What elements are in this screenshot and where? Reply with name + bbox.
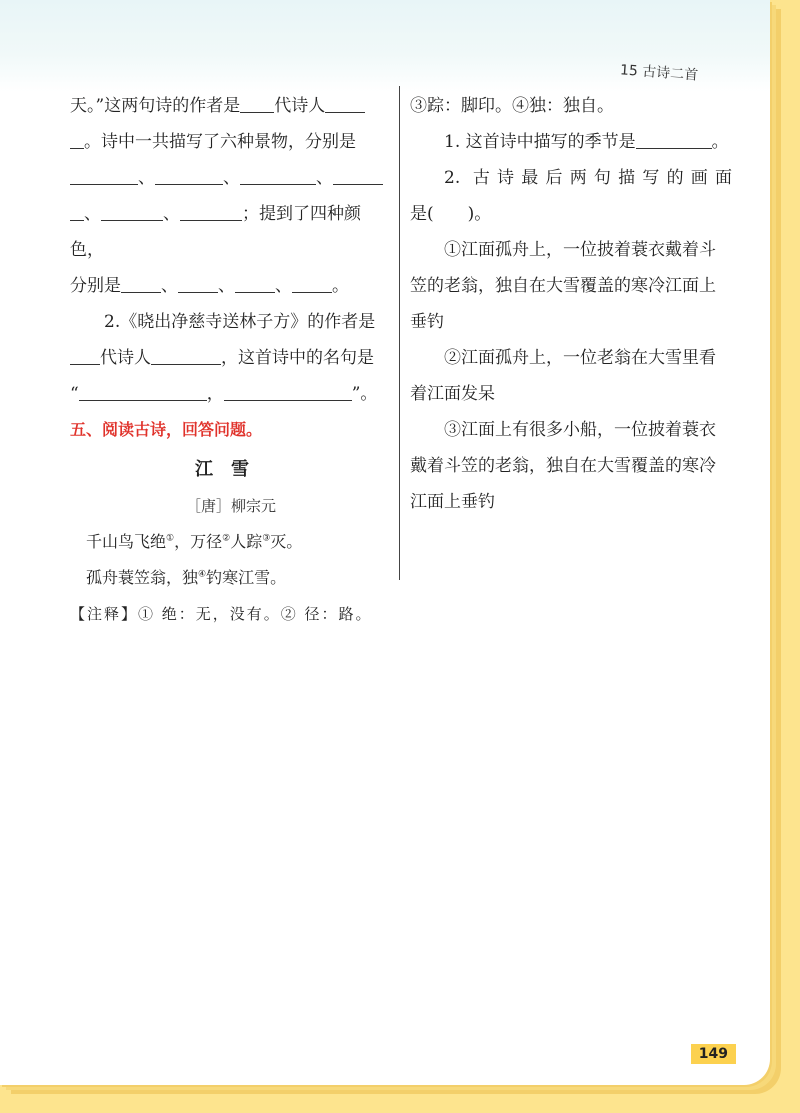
q2-line-1: 2.《晓出净慈寺送林子方》的作者是	[104, 312, 376, 332]
option-1-line-3: 垂钓	[410, 312, 444, 332]
poem-title: 江雪	[195, 459, 267, 480]
answer-blank[interactable]	[151, 344, 221, 365]
answer-blank[interactable]	[155, 164, 223, 185]
poem-line-1: 千山鸟飞绝①，万径②人踪③灭。	[86, 532, 303, 551]
answer-blank[interactable]	[636, 128, 712, 149]
page-number: 149	[691, 1044, 736, 1064]
option-3-line-1: ③江面上有很多小船，一位披着蓑衣	[444, 420, 716, 440]
q1-line-3: 、 、 、	[70, 160, 392, 196]
answer-blank[interactable]	[121, 272, 161, 293]
answer-blank[interactable]	[70, 344, 100, 365]
q1-line-1: 天。”这两句诗的作者是 代诗人	[70, 88, 392, 124]
option-1-line-1: ①江面孤舟上，一位披着蓑衣戴着斗	[444, 240, 716, 260]
section-heading: 五、阅读古诗，回答问题。	[70, 420, 263, 439]
question-2-line-2: 是( )。	[410, 204, 492, 224]
answer-blank[interactable]	[70, 200, 84, 221]
answer-blank[interactable]	[224, 380, 352, 401]
answer-blank[interactable]	[70, 164, 138, 185]
question-2-line-1: 2. 古诗最后两句描写的画面	[444, 168, 732, 188]
answer-blank[interactable]	[70, 128, 84, 149]
answer-blank[interactable]	[178, 272, 218, 293]
answer-blank[interactable]	[325, 92, 365, 113]
answer-blank[interactable]	[333, 164, 383, 185]
q1-line-2: 。诗中一共描写了六种景物，分别是	[70, 124, 392, 160]
lesson-header: 15 古诗二首	[619, 62, 699, 84]
answer-blank[interactable]	[235, 272, 275, 293]
option-3-line-3: 江面上垂钓	[410, 492, 495, 512]
option-2-line-2: 着江面发呆	[410, 384, 495, 404]
option-1-line-2: 笠的老翁，独自在大雪覆盖的寒冷江面上	[410, 276, 716, 296]
option-2-line-1: ②江面孤舟上，一位老翁在大雪里看	[444, 348, 716, 368]
q1-line-4: 、 、 ；提到了四种颜色，	[70, 196, 392, 268]
answer-blank[interactable]	[292, 272, 332, 293]
question-1: 1. 这首诗中描写的季节是 。	[410, 124, 732, 160]
poem-author: ［唐］柳宗元	[185, 497, 276, 515]
poem-line-2: 孤舟蓑笠翁，独④钓寒江雪。	[86, 568, 287, 587]
answer-blank[interactable]	[240, 164, 316, 185]
answer-blank[interactable]	[240, 92, 274, 113]
q2-line-2: 代诗人 ，这首诗中的名句是	[70, 340, 392, 376]
left-column	[70, 88, 392, 632]
answer-blank[interactable]	[101, 200, 163, 221]
right-column	[410, 88, 732, 520]
answer-blank[interactable]	[79, 380, 207, 401]
notes-continued: ③踪：脚印。④独：独自。	[410, 96, 614, 116]
option-3-line-2: 戴着斗笠的老翁，独自在大雪覆盖的寒冷	[410, 456, 716, 476]
column-divider	[399, 86, 400, 580]
poem-notes: 【注释】① 绝：无，没有。② 径：路。	[70, 605, 373, 623]
q2-line-3: “ ， ”。	[70, 376, 392, 412]
answer-blank[interactable]	[180, 200, 242, 221]
q1-line-5: 分别是 、 、 、 。	[70, 268, 392, 304]
